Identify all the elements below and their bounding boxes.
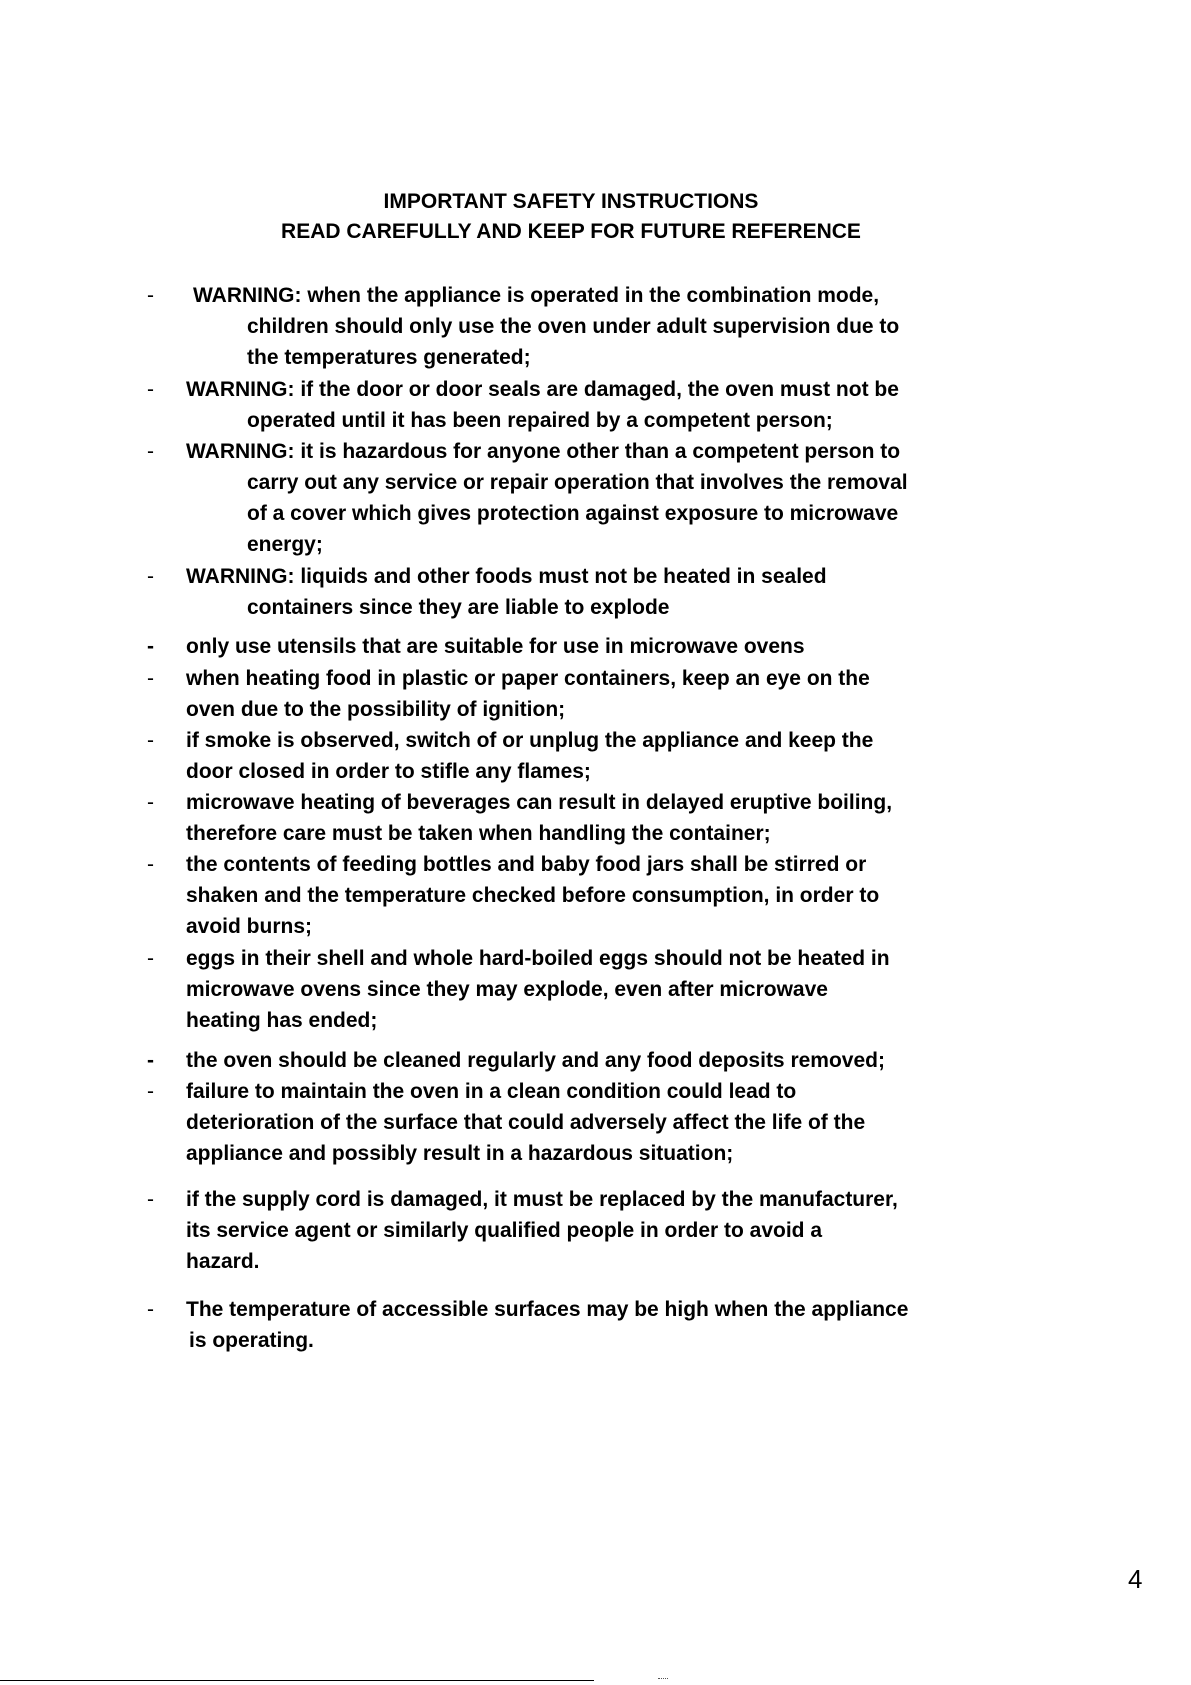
bullet-dash: - <box>147 1188 154 1211</box>
list-item-line: when heating food in plastic or paper containers, keep an eye on the <box>186 667 870 690</box>
bullet-dash: - <box>147 853 154 876</box>
bullet-dash: - <box>147 635 154 658</box>
bullet-dash: - <box>147 565 154 588</box>
list-item-line: energy; <box>247 533 323 556</box>
document-title: IMPORTANT SAFETY INSTRUCTIONS <box>383 190 759 213</box>
bullet-dash: - <box>147 729 154 752</box>
list-item-line: The temperature of accessible surfaces may be high when the appliance <box>186 1298 909 1321</box>
footer-divider <box>0 1680 594 1681</box>
list-item-line: eggs in their shell and whole hard-boiled eggs should not be heated in <box>186 947 890 970</box>
list-item-line: failure to maintain the oven in a clean condition could lead to <box>186 1080 797 1103</box>
footer-mark <box>658 1678 668 1682</box>
page-number: 4 <box>1128 1564 1143 1594</box>
list-item-line: avoid burns; <box>186 915 313 938</box>
list-item-line: its service agent or similarly qualified people in order to avoid a <box>186 1219 823 1242</box>
bullet-dash: - <box>147 1080 154 1103</box>
list-item-line: the oven should be cleaned regularly and any food deposits removed; <box>186 1049 885 1072</box>
list-item-line: hazard. <box>186 1250 260 1273</box>
bullet-dash: - <box>147 378 154 401</box>
list-item-line: microwave heating of beverages can result in delayed eruptive boiling, <box>186 791 893 814</box>
list-item-line: of a cover which gives protection against exposure to microwave <box>247 502 899 525</box>
list-item-line: operated until it has been repaired by a competent person; <box>247 409 833 432</box>
bullet-dash: - <box>147 667 154 690</box>
list-item-line: shaken and the temperature checked before consumption, in order to <box>186 884 880 907</box>
list-item-line: appliance and possibly result in a hazardous situation; <box>186 1142 734 1165</box>
list-item-line: WARNING: if the door or door seals are damaged, the oven must not be <box>186 378 899 401</box>
list-item-line: WARNING: it is hazardous for anyone other than a competent person to <box>186 440 901 463</box>
list-item-line: WARNING: when the appliance is operated in the combination mode, <box>193 284 880 307</box>
bullet-dash: - <box>147 1049 154 1072</box>
list-item-line: oven due to the possibility of ignition; <box>186 698 566 721</box>
bullet-dash: - <box>147 440 154 463</box>
list-item-line: if smoke is observed, switch of or unplug the appliance and keep the <box>186 729 874 752</box>
list-item-line: heating has ended; <box>186 1009 378 1032</box>
list-item-line: therefore care must be taken when handling the container; <box>186 822 771 845</box>
list-item-line: microwave ovens since they may explode, even after microwave <box>186 978 828 1001</box>
list-item-line: if the supply cord is damaged, it must be replaced by the manufacturer, <box>186 1188 898 1211</box>
list-item-line: WARNING: liquids and other foods must not be heated in sealed <box>186 565 827 588</box>
list-item-line: the contents of feeding bottles and baby food jars shall be stirred or <box>186 853 867 876</box>
list-item-line: door closed in order to stifle any flames; <box>186 760 591 783</box>
list-item-line: children should only use the oven under adult supervision due to <box>247 315 900 338</box>
bullet-dash: - <box>147 947 154 970</box>
list-item-line: is operating. <box>189 1329 314 1352</box>
document-subtitle: READ CAREFULLY AND KEEP FOR FUTURE REFERENCE <box>281 220 861 243</box>
list-item-line: only use utensils that are suitable for use in microwave ovens <box>186 635 805 658</box>
bullet-dash: - <box>147 1298 154 1321</box>
list-item-line: deterioration of the surface that could adversely affect the life of the <box>186 1111 866 1134</box>
bullet-dash: - <box>147 284 154 307</box>
list-item-line: the temperatures generated; <box>247 346 531 369</box>
bullet-dash: - <box>147 791 154 814</box>
list-item-line: carry out any service or repair operation that involves the removal <box>247 471 908 494</box>
list-item-line: containers since they are liable to explode <box>247 596 670 619</box>
